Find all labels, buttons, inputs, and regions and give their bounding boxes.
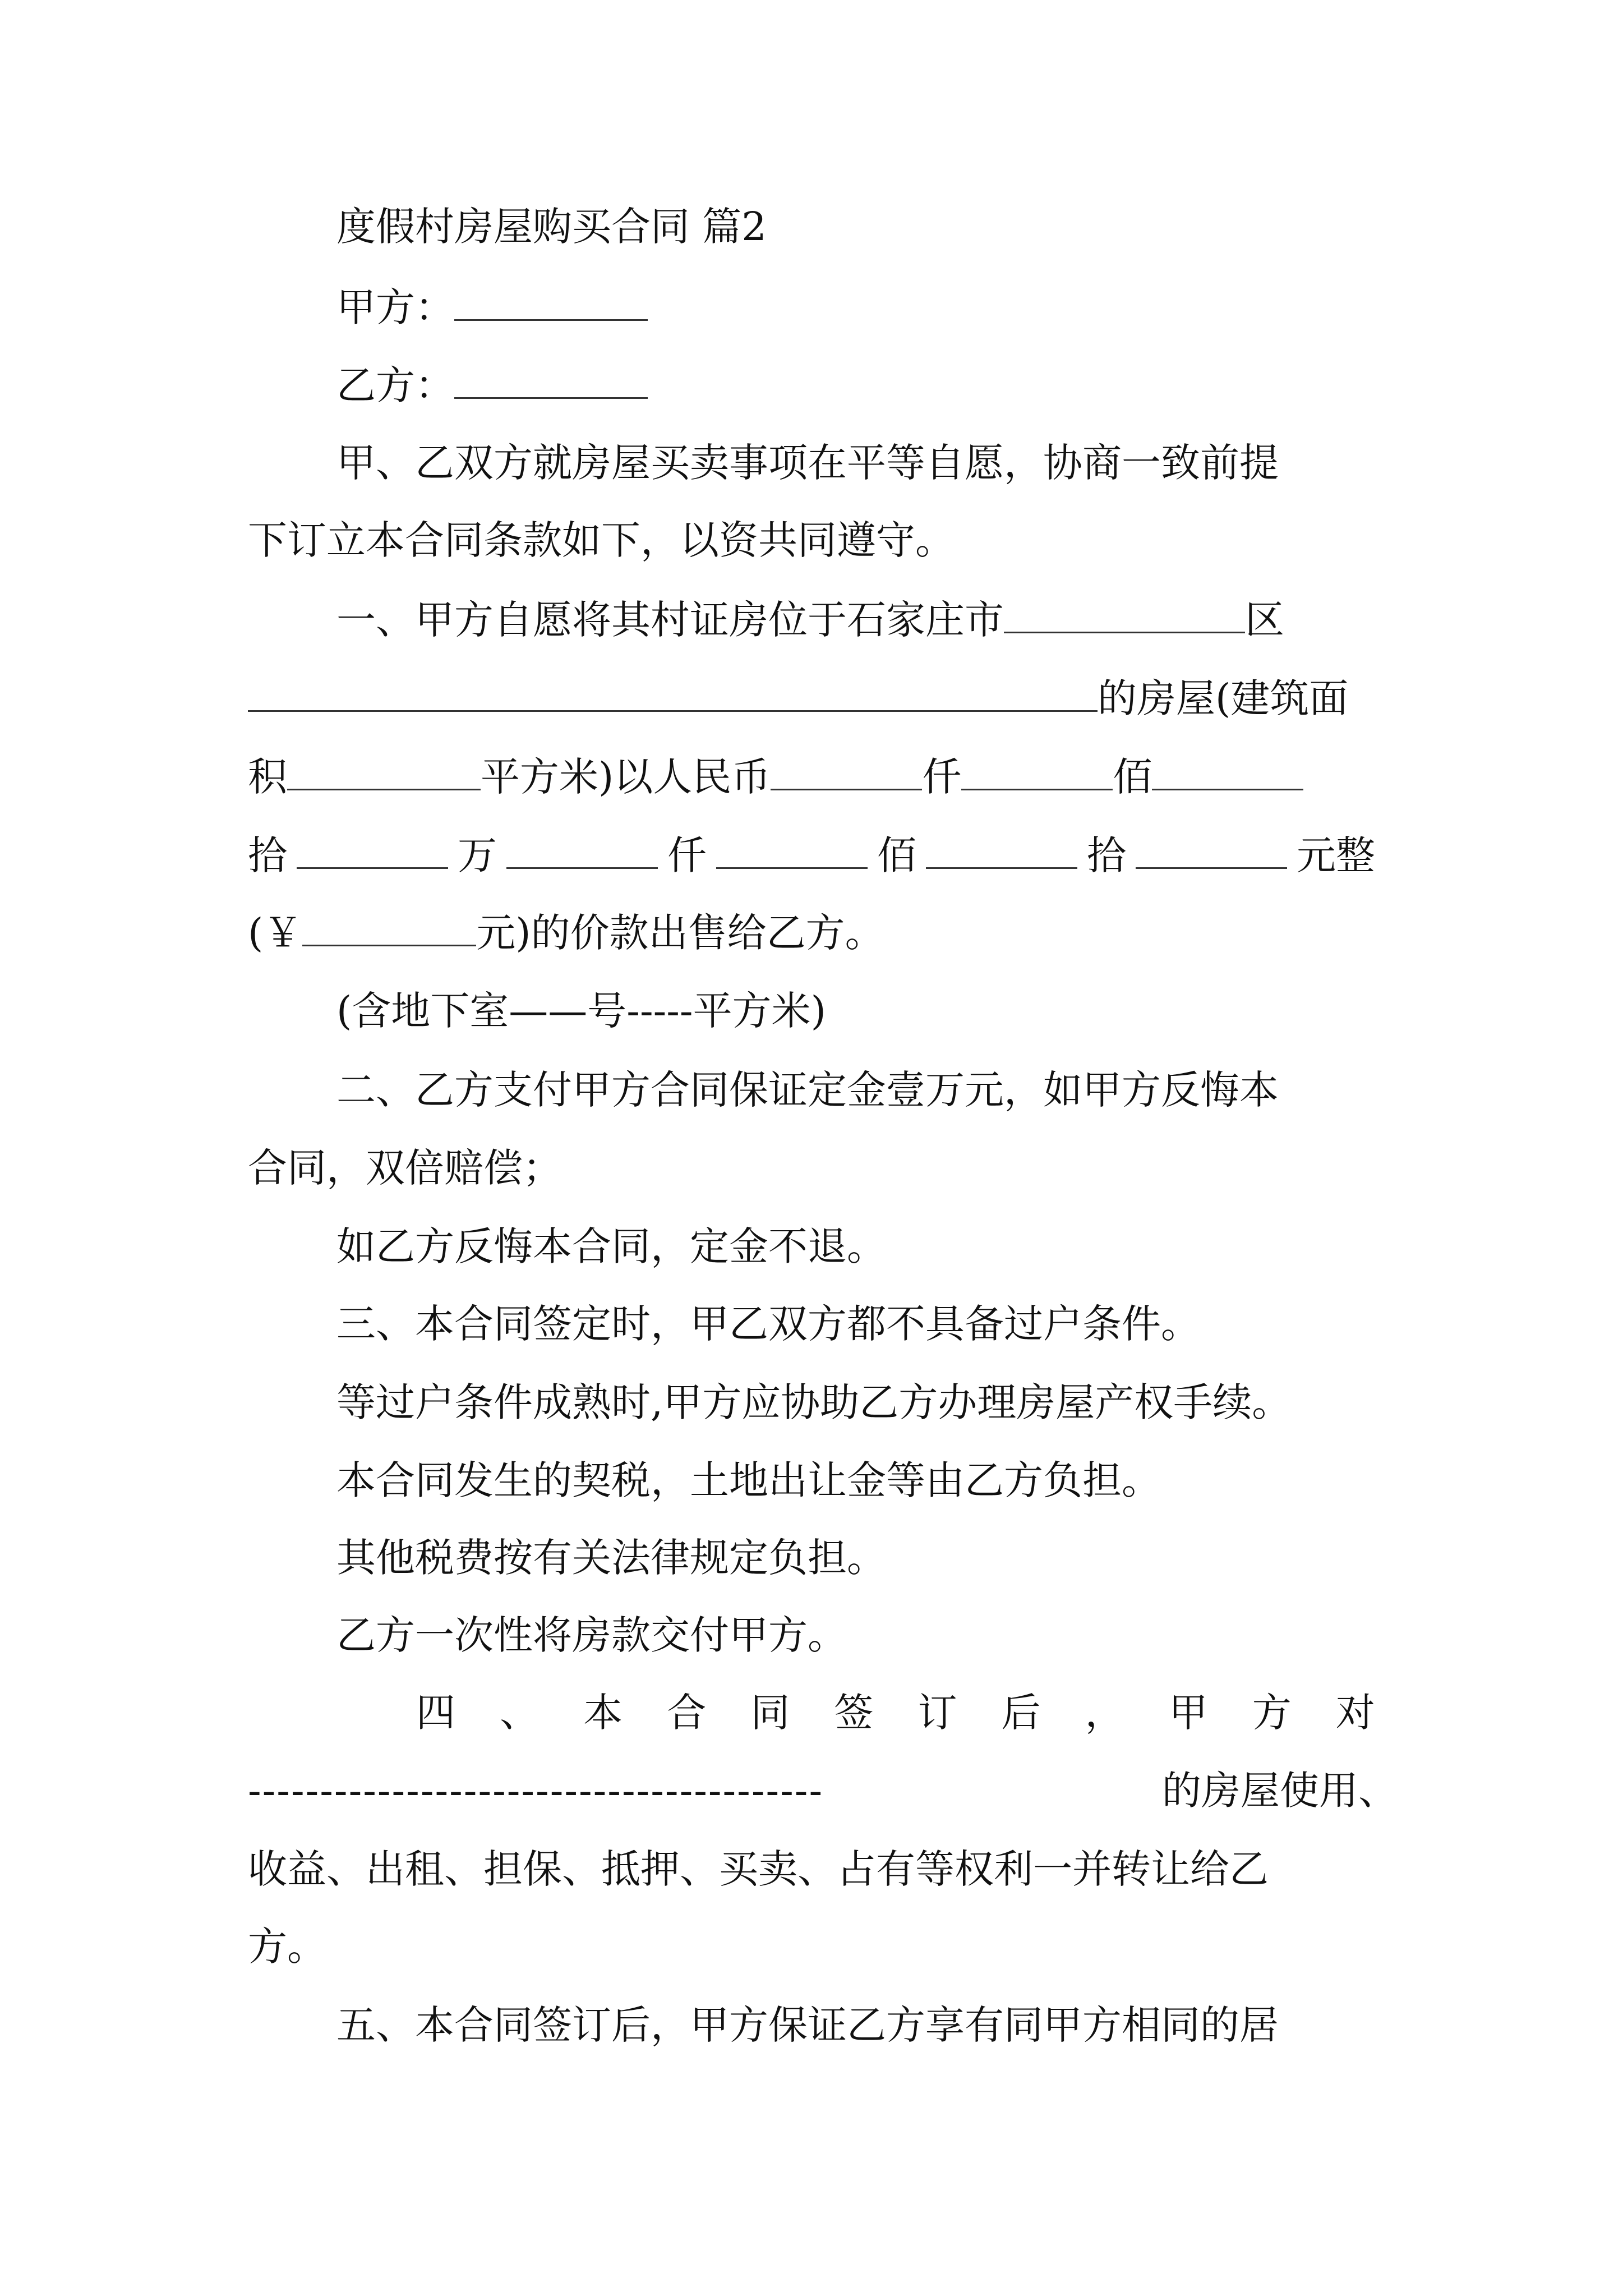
clause-4-word: 本 xyxy=(583,1690,623,1736)
clause-3-line-1: 三、本合同签定时，甲乙双方都不具备过户条件。 xyxy=(336,1301,1200,1347)
shi2-unit: 拾 xyxy=(1087,832,1126,878)
party-b-label: 乙方： xyxy=(336,362,454,408)
clause-3-line-4: 其他税费按有关法律规定负担。 xyxy=(336,1535,886,1581)
clause-1-line-4 xyxy=(248,827,1375,884)
qian-unit: 仟 xyxy=(922,754,962,800)
clause-4-word: 甲 xyxy=(1168,1690,1208,1736)
yuan-zheng-unit: 元整 xyxy=(1297,832,1375,878)
qian-blank[interactable] xyxy=(771,753,922,790)
clause-2-line-2: 合同，双倍赔偿； xyxy=(248,1145,562,1191)
district-label: 区 xyxy=(1245,597,1284,643)
clause-4-text: 的房屋使用、 xyxy=(1162,1768,1398,1814)
clause-4-line-1 xyxy=(416,1685,1375,1741)
basement-note: (含地下室——号-----平方米) xyxy=(336,988,826,1034)
clause-4-word: 订 xyxy=(917,1690,957,1736)
clause-2-line-1: 二、乙方支付甲方合同保证定金壹万元，如甲方反悔本 xyxy=(336,1067,1279,1113)
rmb-symbol: (￥ xyxy=(248,910,303,956)
clause-3-line-2: 等过户条件成熟时,甲方应协助乙方办理房屋产权手续。 xyxy=(336,1379,1292,1425)
party-b-blank[interactable] xyxy=(454,361,648,399)
bai2-blank[interactable] xyxy=(716,831,868,869)
clause-4-word: 签 xyxy=(834,1690,874,1736)
clause-1-text: 一、甲方自愿将其村证房位于石家庄市 xyxy=(336,597,1004,643)
clause-4-word: 、 xyxy=(500,1690,540,1736)
address-blank[interactable] xyxy=(248,674,1098,712)
clause-4-line-2 xyxy=(248,1763,1398,1819)
clause-4-word: 合 xyxy=(667,1690,707,1736)
shi2-blank[interactable] xyxy=(926,831,1077,869)
clause-4-word: 方 xyxy=(1252,1690,1292,1736)
clause-4-word: 同 xyxy=(750,1690,790,1736)
shi-blank[interactable] xyxy=(1152,753,1303,790)
wan-blank[interactable] xyxy=(297,831,448,869)
area-blank[interactable] xyxy=(287,753,481,790)
wan-unit: 万 xyxy=(458,832,497,878)
bai2-unit: 佰 xyxy=(877,832,916,878)
party-a-blank[interactable] xyxy=(454,283,648,321)
bai-unit: 佰 xyxy=(1113,754,1152,800)
clause-1-line-3 xyxy=(248,749,1303,805)
shi-unit: 拾 xyxy=(248,832,287,878)
clause-4-word: 四 xyxy=(416,1690,455,1736)
clause-3-line-3: 本合同发生的契税，土地出让金等由乙方负担。 xyxy=(336,1457,1161,1503)
clause-1-end: 元)的价款出售给乙方。 xyxy=(476,910,884,956)
clause-1-line-1 xyxy=(336,592,1284,648)
intro-line-1: 甲、乙双方就房屋买卖事项在平等自愿，协商一致前提 xyxy=(336,440,1279,486)
bai-blank[interactable] xyxy=(961,753,1113,790)
clause-1-line-2 xyxy=(248,670,1348,726)
party-b-line xyxy=(336,357,648,413)
house-area-label: 的房屋(建筑面 xyxy=(1098,675,1349,721)
clause-4-dash-blank[interactable]: ---------------------------------------- xyxy=(248,1768,824,1814)
qian2-blank[interactable] xyxy=(506,831,658,869)
district-blank[interactable] xyxy=(1004,596,1245,633)
party-a-line xyxy=(336,279,648,335)
yuan-blank[interactable] xyxy=(1136,831,1287,869)
document-title: 度假村房屋购买合同 篇2 xyxy=(336,204,767,250)
clause-4-line-3: 收益、出租、担保、抵押、买卖、占有等权利一并转让给乙 xyxy=(248,1846,1269,1892)
clause-2-line-3: 如乙方反悔本合同，定金不退。 xyxy=(336,1223,886,1269)
intro-line-2: 下订立本合同条款如下，以资共同遵守。 xyxy=(248,517,955,563)
clause-4-word: 后 xyxy=(1001,1690,1041,1736)
qian2-unit: 仟 xyxy=(667,832,707,878)
party-a-label: 甲方： xyxy=(336,284,454,330)
area-label: 积 xyxy=(248,754,287,800)
clause-5-line-1: 五、本合同签订后，甲方保证乙方享有同甲方相同的居 xyxy=(336,2002,1279,2048)
clause-4-word: 对 xyxy=(1335,1690,1375,1736)
rmb-amount-blank[interactable] xyxy=(302,909,476,946)
clause-4-word: ， xyxy=(1085,1690,1124,1736)
price-label: 平方米)以人民币 xyxy=(481,754,771,800)
clause-3-line-5: 乙方一次性将房款交付甲方。 xyxy=(336,1612,847,1658)
clause-4-line-4: 方。 xyxy=(248,1924,326,1970)
clause-1-line-5 xyxy=(248,905,884,961)
